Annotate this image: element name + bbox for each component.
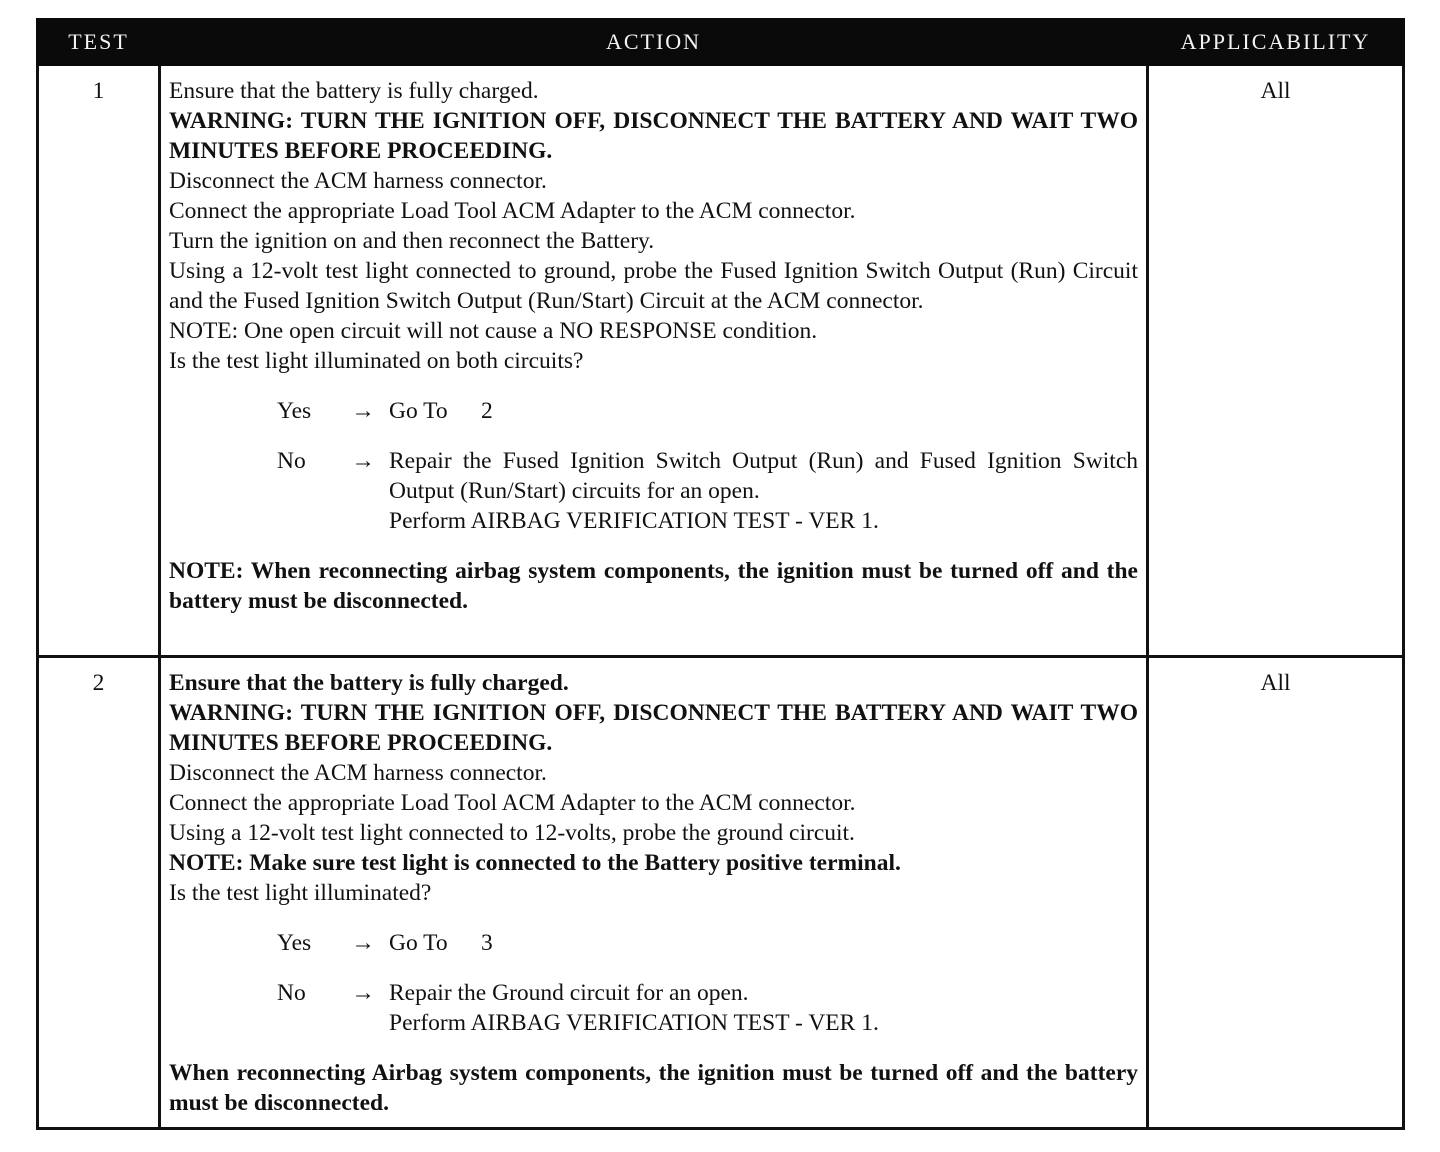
goto-target: 3 <box>481 930 493 956</box>
goto-instruction <box>389 928 1138 958</box>
action-step: Ensure that the battery is fully charged. <box>169 670 569 696</box>
closing-note: NOTE: When reconnecting airbag system components, the ignition must be turned off and the battery must be disconnected. <box>169 558 1138 614</box>
goto-label: Go To <box>389 398 448 424</box>
note-text: NOTE: Make sure test light is connected to the Battery positive terminal. <box>169 850 901 876</box>
diagnostic-test-table <box>36 18 1405 1130</box>
warning-text: WARNING: TURN THE IGNITION OFF, DISCONNECT THE BATTERY AND WAIT TWO MINUTES BEFORE PROCEEDING. <box>169 700 1138 756</box>
note-text: NOTE: One open circuit will not cause a NO RESPONSE condition. <box>169 318 818 344</box>
action-step: Connect the appropriate Load Tool ACM Adapter to the ACM connector. <box>169 198 856 224</box>
question-text: Is the test light illuminated on both circuits? <box>169 348 584 374</box>
header-test: TEST <box>38 20 160 65</box>
action-step: Using a 12-volt test light connected to ground, probe the Fused Ignition Switch Output (Run) Circuit and the Fused Ignition Switch Output (Run/Start) Circuit at the ACM connector. <box>169 258 1138 314</box>
action-step: Disconnect the ACM harness connector. <box>169 168 547 194</box>
goto-label: Go To <box>389 930 448 956</box>
action-step: Ensure that the battery is fully charged. <box>169 78 539 104</box>
action-cell <box>160 65 1148 657</box>
header-applicability: APPLICABILITY <box>1148 20 1404 65</box>
action-cell <box>160 657 1148 1129</box>
goto-target: 2 <box>481 398 493 424</box>
no-label: No <box>277 980 306 1006</box>
yes-label: Yes <box>277 398 312 424</box>
arrow-right-icon: → <box>351 398 375 424</box>
action-step: Turn the ignition on and then reconnect the Battery. <box>169 228 655 254</box>
repair-text: Repair the Fused Ignition Switch Output (Run) and Fused Ignition Switch Output (Run/Start) circuits for an open. <box>389 448 1138 504</box>
test-number: 1 <box>38 65 160 657</box>
no-label: No <box>277 448 306 474</box>
yes-label: Yes <box>277 930 312 956</box>
result-no <box>277 978 1138 1038</box>
table-row <box>38 65 1404 657</box>
arrow-right-icon: → <box>351 930 375 956</box>
table-header-row <box>38 20 1404 65</box>
goto-instruction <box>389 396 1138 426</box>
action-step: Connect the appropriate Load Tool ACM Adapter to the ACM connector. <box>169 790 856 816</box>
result-yes <box>277 928 1138 958</box>
closing-note: When reconnecting Airbag system components, the ignition must be turned off and the battery must be disconnected. <box>169 1060 1138 1116</box>
applicability-value: All <box>1148 657 1404 1129</box>
arrow-right-icon: → <box>351 448 375 474</box>
header-action: ACTION <box>160 20 1148 65</box>
repair-text: Repair the Ground circuit for an open. <box>389 980 749 1006</box>
applicability-value: All <box>1148 65 1404 657</box>
warning-text: WARNING: TURN THE IGNITION OFF, DISCONNECT THE BATTERY AND WAIT TWO MINUTES BEFORE PROCEEDING. <box>169 108 1138 164</box>
verification-text: Perform AIRBAG VERIFICATION TEST - VER 1. <box>389 1010 879 1036</box>
arrow-right-icon: → <box>351 980 375 1006</box>
question-text: Is the test light illuminated? <box>169 880 432 906</box>
repair-instruction <box>389 978 1138 1038</box>
table-row <box>38 657 1404 1129</box>
action-step: Disconnect the ACM harness connector. <box>169 760 547 786</box>
action-step: Using a 12-volt test light connected to 12-volts, probe the ground circuit. <box>169 820 855 846</box>
result-no <box>277 446 1138 536</box>
repair-instruction <box>389 446 1138 536</box>
result-yes <box>277 396 1138 426</box>
verification-text: Perform AIRBAG VERIFICATION TEST - VER 1. <box>389 508 879 534</box>
test-number: 2 <box>38 657 160 1129</box>
